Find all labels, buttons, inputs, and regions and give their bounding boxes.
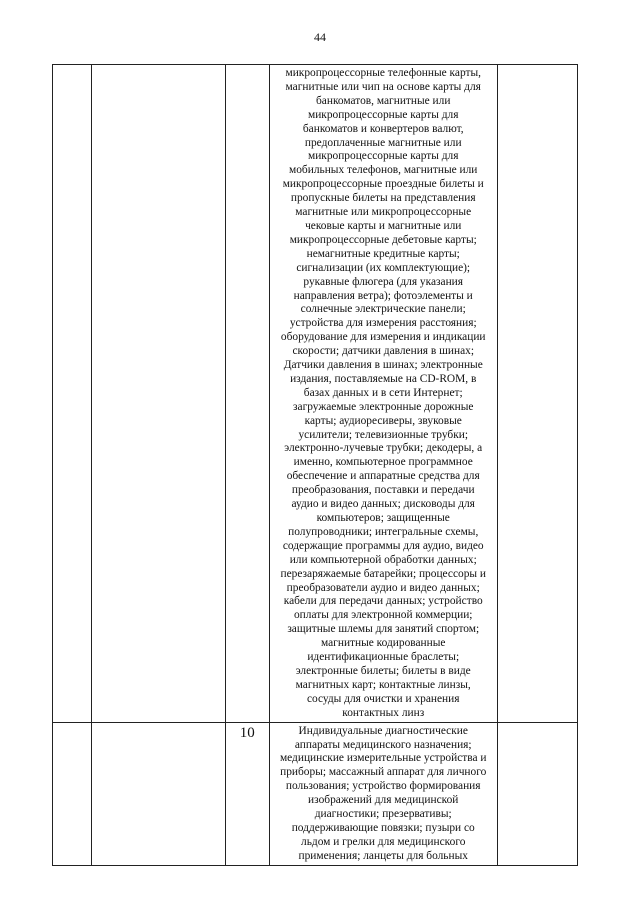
- text-line: приборы; массажный аппарат для личного: [280, 766, 487, 779]
- col-2-cell: [92, 722, 226, 865]
- text-line: направления ветра); фотоэлементы и: [293, 289, 473, 302]
- text-line: карты; аудиоресиверы, звуковые: [304, 414, 462, 427]
- text-line: Индивидуальные диагностические: [298, 724, 468, 737]
- text-line: защитные шлемы для занятий спортом;: [287, 623, 480, 636]
- text-line: диагностики; презервативы;: [314, 808, 452, 821]
- text-line: преобразователи аудио и видео данных;: [286, 581, 480, 594]
- text-line: микропроцессорные дебетовые карты;: [289, 233, 477, 246]
- text-line: поддерживающие повязки; пузыри со: [291, 821, 475, 834]
- text-line: скорости; датчики давления в шинах;: [292, 345, 474, 358]
- goods-description-cell: [269, 65, 497, 723]
- page-number: 44: [314, 30, 326, 44]
- text-line: пропускные билеты на представления: [290, 192, 476, 205]
- col-2-cell: [92, 65, 226, 723]
- goods-table: [52, 64, 578, 866]
- table-row: [53, 65, 578, 723]
- text-line: сосуды для очистки и хранения: [306, 692, 460, 705]
- text-line: именно, компьютерное программное: [293, 456, 473, 469]
- text-line: мобильных телефонов, магнитные или: [289, 164, 478, 177]
- text-line: перезаряжаемые батарейки; процессоры и: [280, 567, 486, 580]
- text-line: магнитных карт; контактные линзы,: [295, 678, 471, 691]
- text-line: базах данных и в сети Интернет;: [303, 386, 463, 399]
- col-5-cell: [497, 65, 577, 723]
- text-line: изображений для медицинской: [308, 794, 459, 807]
- text-line: рукавные флюгера (для указания: [303, 275, 464, 288]
- text-line: содержащие программы для аудио, видео: [282, 539, 484, 552]
- text-line: микропроцессорные телефонные карты,: [285, 67, 481, 79]
- text-line: предоплаченные магнитные или: [304, 136, 462, 149]
- text-line: микропроцессорные карты для: [307, 150, 459, 163]
- text-line: медицинские измерительные устройства и: [279, 752, 487, 765]
- text-line: оплаты для электронной коммерции;: [293, 609, 473, 622]
- text-line: или компьютерной обработки данных;: [289, 553, 477, 566]
- text-line: кабели для передачи данных; устройство: [283, 595, 483, 608]
- text-line: магнитные или микропроцессорные: [295, 206, 472, 219]
- text-line: Датчики давления в шинах; электронные: [283, 359, 483, 372]
- col-5-cell: [497, 722, 577, 865]
- text-line: загружаемые электронные дорожные: [293, 400, 474, 413]
- col-1-cell: [53, 722, 92, 865]
- text-line: электронно-лучевые трубки; декодеры, а: [284, 442, 483, 455]
- text-line: немагнитные кредитные карты;: [306, 247, 460, 260]
- class-number-cell: [225, 722, 269, 865]
- text-line: банкоматов и конвертеров валют,: [302, 122, 464, 135]
- text-line: магнитные или чип на основе карты для: [285, 80, 481, 93]
- col-1-cell: [53, 65, 92, 723]
- text-line: аудио и видео данных; дисководы для: [291, 498, 475, 511]
- text-line: микропроцессорные карты для: [307, 108, 459, 121]
- text-line: банкоматов, магнитные или: [316, 94, 451, 107]
- text-line: полупроводники; интегральные схемы,: [288, 525, 479, 538]
- text-line: преобразования, поставки и передачи: [291, 484, 475, 497]
- text-line: сигнализации (их комплектующие);: [296, 261, 471, 274]
- class-number: 10: [239, 724, 255, 741]
- text-line: солнечные электрические панели;: [300, 303, 466, 316]
- text-line: контактных линз: [342, 706, 425, 719]
- class-number: [226, 65, 269, 67]
- text-line: применения; ланцеты для больных: [298, 849, 468, 862]
- text-line: идентификационные браслеты;: [307, 651, 460, 664]
- class-number-cell: [225, 65, 269, 723]
- text-line: издания, поставляемые на CD-ROM, в: [290, 372, 477, 385]
- text-line: обеспечение и аппаратные средства для: [286, 470, 480, 483]
- text-line: аппараты медицинского назначения;: [294, 738, 472, 751]
- text-line: компьютеров; защищенные: [316, 512, 450, 524]
- text-line: электронные билеты; билеты в виде: [295, 664, 471, 677]
- text-line: оборудование для измерения и индикации: [280, 331, 486, 344]
- table-row: [53, 722, 578, 865]
- text-line: чековые карты и магнитные или: [305, 219, 462, 232]
- goods-description-cell: [269, 722, 497, 865]
- text-line: пользования; устройство формирования: [285, 780, 481, 793]
- goods-description: [270, 65, 497, 722]
- text-line: льдом и грелки для медицинского: [301, 835, 466, 848]
- goods-description: [270, 723, 497, 865]
- text-line: усилители; телевизионные трубки;: [298, 428, 468, 441]
- text-line: магнитные кодированные: [320, 637, 446, 650]
- text-line: микропроцессорные проездные билеты и: [282, 178, 484, 191]
- text-line: устройства для измерения расстояния;: [289, 317, 477, 330]
